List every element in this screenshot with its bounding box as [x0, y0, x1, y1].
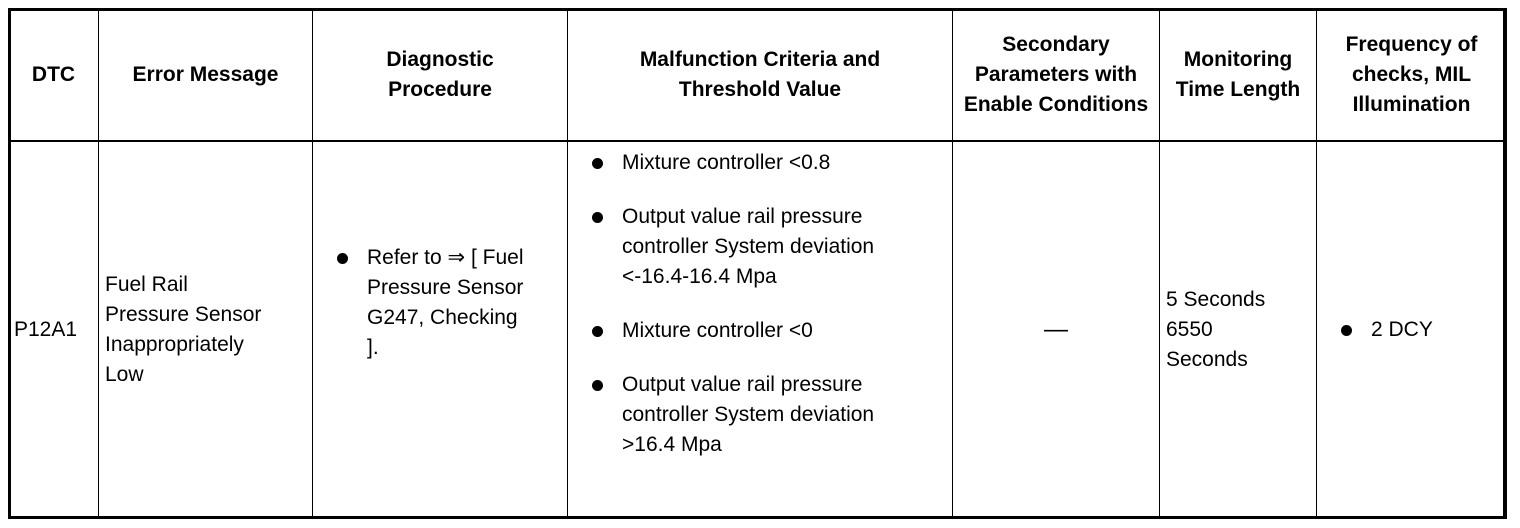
- header-malfunction-criteria: Malfunction Criteria and Threshold Value: [568, 9, 953, 142]
- criteria-line: Output value rail pressure: [622, 373, 863, 396]
- header-frequency: Frequency of checks, MIL Illumination: [1317, 9, 1507, 142]
- procedure-line: Refer to ⇒ [ Fuel: [367, 246, 524, 269]
- table-outer-border: [8, 8, 1506, 519]
- criteria-line: controller System deviation: [622, 235, 875, 258]
- frequency-value: 2 DCY: [1371, 318, 1433, 341]
- criteria-line: Mixture controller <0: [622, 319, 813, 342]
- procedure-line: ].: [367, 336, 379, 359]
- error-message-line: Fuel Rail: [105, 273, 188, 296]
- error-message-line: Low: [105, 363, 144, 386]
- header-monitoring-time: Monitoring Time Length: [1160, 9, 1317, 142]
- criteria-line: Output value rail pressure: [622, 205, 863, 228]
- monitoring-time-line: 5 Seconds: [1166, 288, 1266, 311]
- error-message-line: Pressure Sensor: [105, 303, 262, 326]
- cell-secondary-parameters: —: [953, 141, 1160, 519]
- criteria-line: controller System deviation: [622, 403, 875, 426]
- header-dtc: DTC: [9, 9, 99, 142]
- error-message-line: Inappropriately: [105, 333, 244, 356]
- procedure-line: Pressure Sensor: [367, 276, 524, 299]
- criteria-line: Mixture controller <0.8: [622, 151, 831, 174]
- header-diagnostic-procedure: Diagnostic Procedure: [313, 9, 568, 142]
- monitoring-time-line: 6550: [1166, 318, 1213, 341]
- procedure-line: G247, Checking: [367, 306, 518, 329]
- header-secondary-parameters: Secondary Parameters with Enable Conditions: [953, 9, 1160, 142]
- criteria-line: >16.4 Mpa: [622, 433, 722, 456]
- monitoring-time-line: Seconds: [1166, 348, 1248, 371]
- criteria-line: <-16.4-16.4 Mpa: [622, 265, 777, 288]
- cell-dtc: P12A1: [9, 141, 99, 519]
- header-error-message: Error Message: [99, 9, 313, 142]
